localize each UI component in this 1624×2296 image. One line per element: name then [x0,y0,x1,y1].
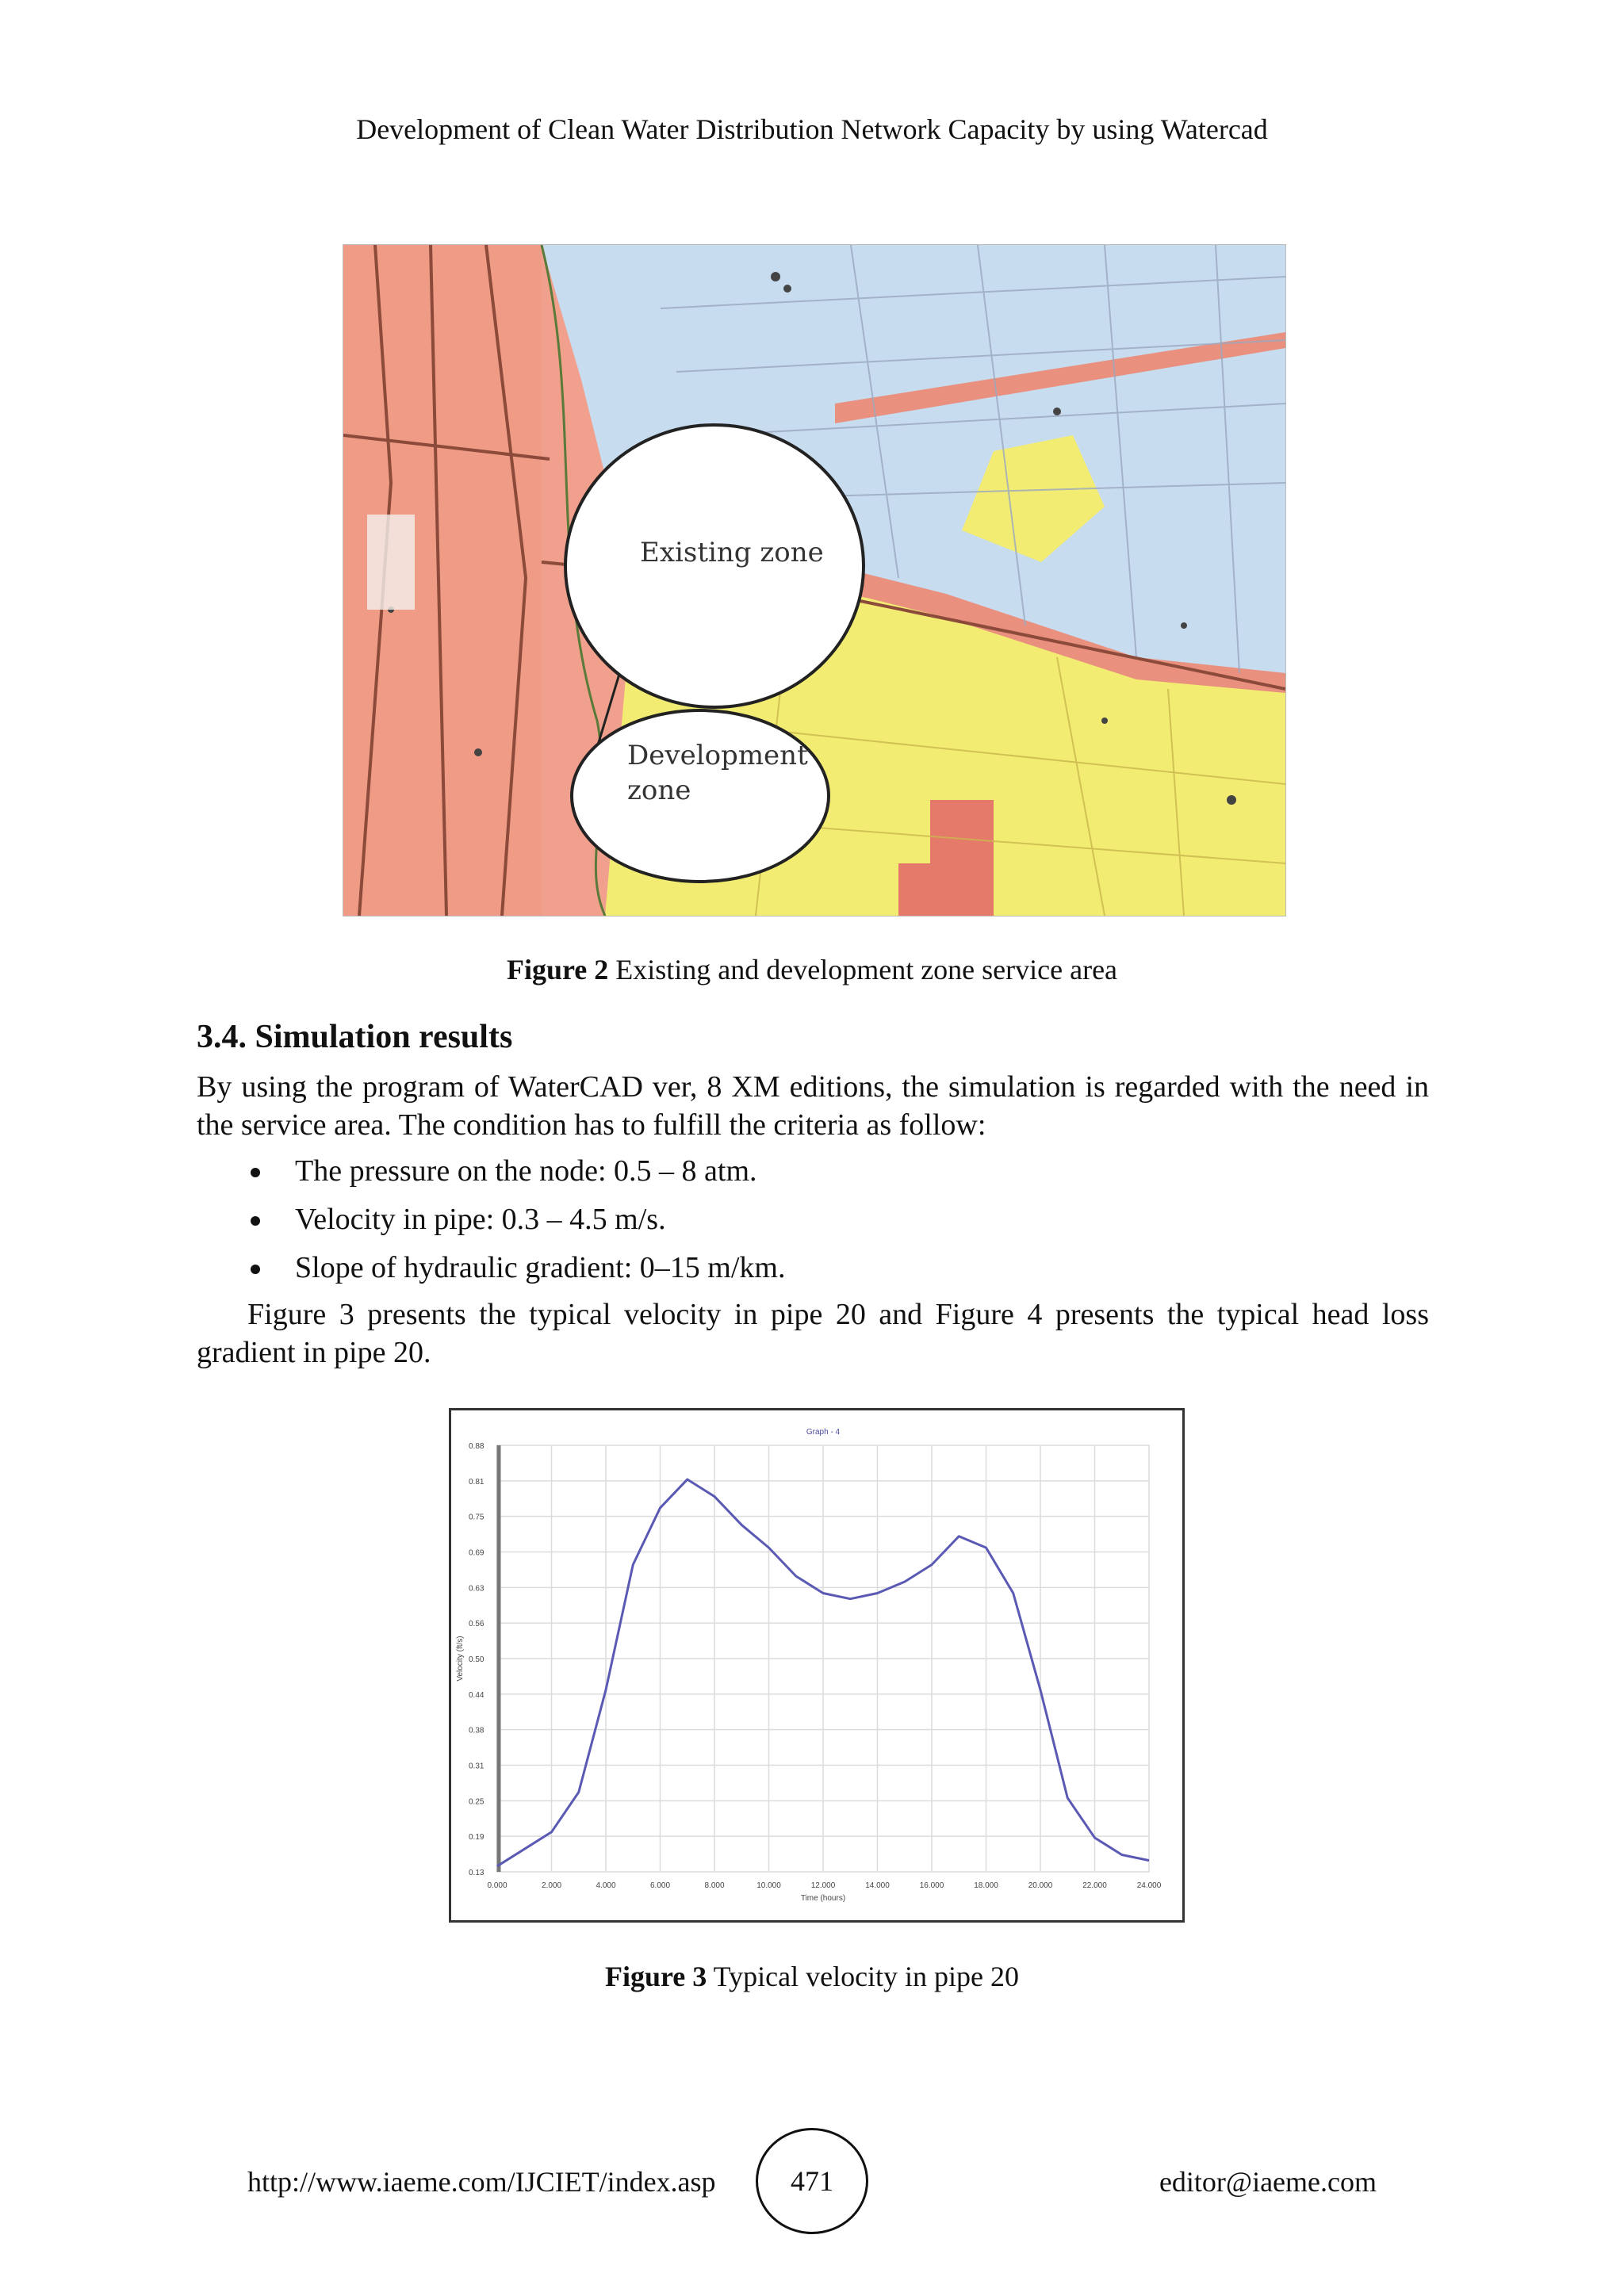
development-zone-label: Development [627,740,808,771]
intro-paragraph: By using the program of WaterCAD ver, 8 XM editions, the simulation is regarded with the need in the service area. The condition has to fulfill the criteria as follow: [197,1070,1429,1142]
map-parcel-strip [930,800,994,916]
x-tick-label: 14.000 [865,1881,890,1890]
x-tick-label: 2.000 [541,1881,562,1890]
section-heading: 3.4. Simulation results [197,1019,513,1055]
chart-title: Graph - 4 [806,1428,841,1437]
y-tick-label: 0.81 [469,1477,485,1487]
x-tick-label: 8.000 [704,1881,725,1890]
bullet-icon [251,1168,260,1177]
existing-zone-label: Existing zone [640,537,824,568]
x-tick-label: 12.000 [810,1881,836,1890]
velocity-chart [449,1408,1185,1923]
figure-2-caption-label: Figure 2 [506,954,609,985]
y-tick-label: 0.50 [469,1655,485,1664]
map-white-patch [367,515,415,610]
criteria-item [197,1200,1429,1249]
followup-paragraph: Figure 3 presents the typical velocity in pipe 20 and Figure 4 presents the typical head loss gradient in pipe 20. [197,1298,1429,1369]
x-tick-label: 10.000 [756,1881,781,1890]
x-tick-label: 18.000 [974,1881,998,1890]
service-area-map [343,244,1286,916]
criteria-text: Slope of hydraulic gradient: 0–15 m/km. [295,1251,786,1284]
y-tick-label: 0.44 [469,1690,485,1700]
x-axis-label: Time (hours) [800,1894,846,1903]
y-axis-label: Velocity (ft/s) [456,1636,465,1682]
y-tick-label: 0.13 [469,1869,485,1877]
y-tick-label: 0.75 [469,1513,485,1522]
y-tick-label: 0.25 [469,1797,485,1807]
figure-3-caption [0,1960,1624,1993]
development-zone-ellipse [572,710,829,882]
x-tick-label: 0.000 [487,1881,508,1890]
criteria-text: Velocity in pipe: 0.3 – 4.5 m/s. [295,1203,666,1236]
criteria-text: The pressure on the node: 0.5 – 8 atm. [295,1154,757,1188]
y-tick-label: 0.31 [469,1762,485,1771]
running-header: Development of Clean Water Distribution Network Capacity by using Watercad [356,113,1268,145]
x-tick-label: 16.000 [919,1881,944,1890]
figure-2-caption-text: Existing and development zone service area [608,954,1118,985]
x-tick-label: 4.000 [596,1881,616,1890]
y-tick-label: 0.19 [469,1833,485,1843]
bullet-icon [251,1265,260,1274]
y-tick-label: 0.38 [469,1726,485,1735]
x-tick-label: 6.000 [649,1881,671,1890]
bullet-icon [251,1216,260,1226]
y-tick-label: 0.56 [469,1620,485,1629]
footer-url[interactable]: http://www.iaeme.com/IJCIET/index.asp [247,2166,716,2198]
y-tick-label: 0.88 [469,1442,485,1451]
figure-3-caption-text: Typical velocity in pipe 20 [707,1961,1020,1992]
x-tick-label: 24.000 [1136,1881,1162,1890]
figure-2-caption [0,953,1624,986]
x-tick-label: 22.000 [1082,1881,1107,1890]
y-tick-label: 0.63 [469,1584,485,1594]
y-tick-label: 0.69 [469,1548,485,1558]
figure-3-caption-label: Figure 3 [604,1961,707,1992]
page-number [756,2128,868,2234]
development-zone-label-2: zone [627,775,691,806]
criteria-item [197,1249,1429,1297]
footer-email[interactable]: editor@iaeme.com [1159,2166,1377,2198]
x-tick-label: 20.000 [1028,1881,1053,1890]
velocity-chart-svg [451,1410,1182,1920]
criteria-item [197,1152,1429,1200]
criteria-list [197,1152,1429,1297]
page-number-text: 471 [791,2165,833,2197]
